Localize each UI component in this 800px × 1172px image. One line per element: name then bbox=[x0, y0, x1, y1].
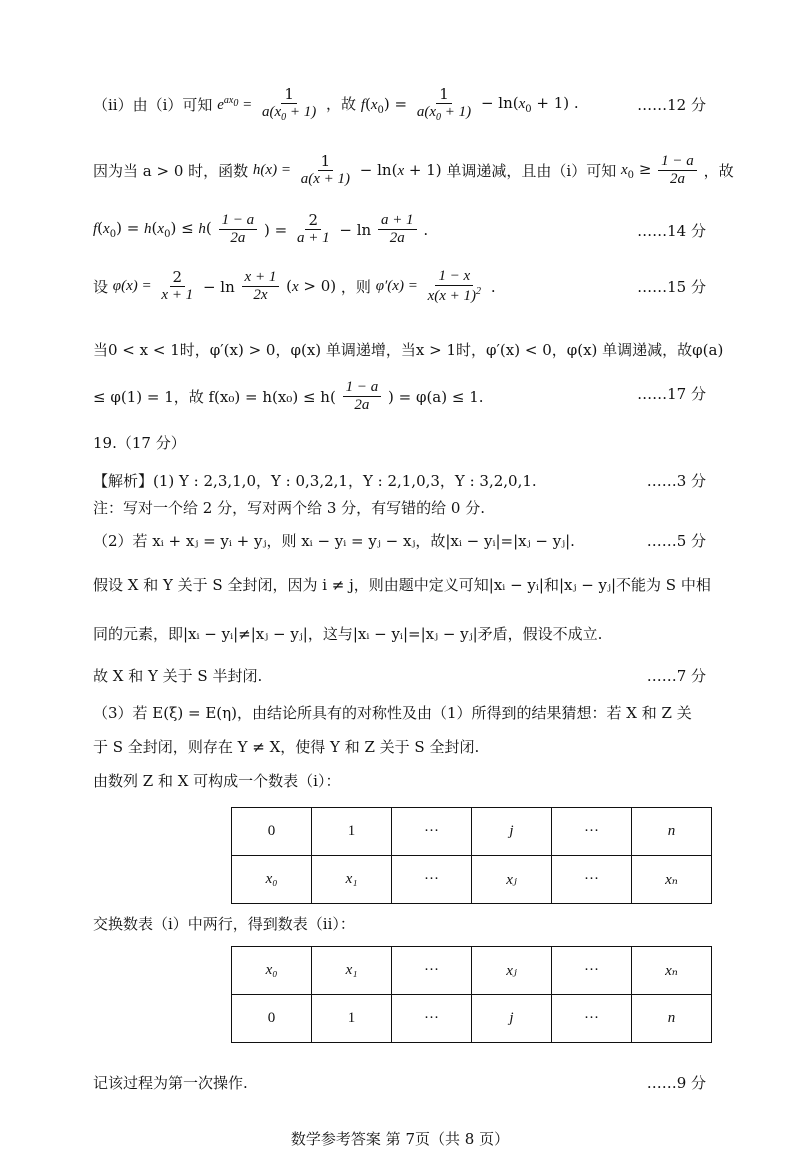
table-cell: j bbox=[472, 808, 552, 856]
table-ii bbox=[231, 946, 712, 1043]
line4-mid: ，则 bbox=[340, 278, 371, 297]
solution-10: 记该过程为第一次操作. bbox=[93, 1074, 248, 1092]
fraction-2: $\frac{1}{a(x_0 + 1)}$ bbox=[416, 85, 472, 124]
table-cell: ··· bbox=[552, 995, 632, 1043]
line-h-function: 因为当 a > 0 时，函数 h(x) = $\frac{1}{a(x + 1)}$ − ln(x + 1) 单调递减，且由（i）可知 $x_0$ ≥ $\frac{1 - a}{2a}$ ，故 bbox=[93, 152, 734, 188]
line2-mid: 单调递减，且由（i）可知 bbox=[446, 162, 617, 181]
table-cell: ··· bbox=[392, 808, 472, 856]
table-cell: n bbox=[632, 808, 712, 856]
fraction-3: $\frac{1}{a(x + 1)}$ bbox=[300, 152, 351, 188]
solution-8: 由数列 Z 和 X 可构成一个数表（i）： bbox=[93, 772, 341, 790]
score-15: ……15 分 bbox=[637, 278, 706, 296]
table-cell: xₙ bbox=[632, 947, 712, 995]
table-cell: xⱼ bbox=[472, 856, 552, 904]
table-cell: 0 bbox=[232, 808, 312, 856]
table-cell: 1 bbox=[312, 808, 392, 856]
line-ii: （ii）由（i）可知 $e^{ax_0}$ = $\frac{1}{a(x_0 + 1)}$ ，故 $f(x_0)$ = $\frac{1}{a(x_0 + 1)}$ − $\ln(x_0 + 1)$ . bbox=[93, 85, 579, 124]
score-9: ……9 分 bbox=[646, 1074, 706, 1092]
table-cell: x₁ bbox=[312, 947, 392, 995]
solution-7: 于 S 全封闭，则存在 Y ≠ X，使得 Y 和 Z 关于 S 全封闭. bbox=[93, 738, 480, 756]
solution-1: 【解析】(1) Y : 2,3,1,0，Y : 0,3,2,1，Y : 2,1,0,3，Y : 3,2,0,1. bbox=[93, 472, 537, 490]
score-17: ……17 分 bbox=[637, 385, 706, 403]
table-cell: xₙ bbox=[632, 856, 712, 904]
question-19-title: 19.（17 分） bbox=[93, 434, 186, 452]
table-row bbox=[232, 995, 712, 1043]
line-monotonic: 当0 < x < 1时，φ′(x) > 0，φ(x) 单调递增，当x > 1时，φ′(x) < 0，φ(x) 单调递减，故φ(a) bbox=[93, 341, 724, 359]
solution-6: （3）若 E(ξ) = E(η)，由结论所具有的对称性及由（1）所得到的结果猜想：若 X 和 Z 关 bbox=[93, 704, 692, 722]
fraction-1: $\frac{1}{a(x_0 + 1)}$ bbox=[261, 85, 317, 124]
line2-suffix: ，故 bbox=[703, 162, 734, 181]
table-cell: ··· bbox=[552, 808, 632, 856]
table-cell: j bbox=[472, 995, 552, 1043]
line2-prefix: 因为当 a > 0 时，函数 bbox=[93, 162, 249, 181]
formula-exp: $e^{ax_0}$ = bbox=[217, 95, 253, 114]
page-footer: 数学参考答案 第 7页（共 8 页） bbox=[290, 1130, 510, 1148]
table-cell: x₁ bbox=[312, 856, 392, 904]
line6-b: ) = φ(a) ≤ 1. bbox=[387, 387, 484, 406]
solution-5: 故 X 和 Y 关于 S 半封闭. bbox=[93, 667, 263, 685]
table-row bbox=[232, 808, 712, 856]
table-row bbox=[232, 947, 712, 995]
solution-4: 同的元素，即|xᵢ − yᵢ|≠|xⱼ − yⱼ|，这与|xᵢ − yᵢ|=|xⱼ − yⱼ|矛盾，假设不成立. bbox=[93, 625, 603, 643]
line-f-x0: $f(x_0) = h(x_0) \le h$( $\frac{1 - a}{2a}$ ) = $\frac{2}{a + 1}$ − ln $\frac{a + 1}{2a}$ . bbox=[93, 211, 429, 247]
score-14: ……14 分 bbox=[637, 222, 706, 240]
table-cell: 0 bbox=[232, 995, 312, 1043]
line-phi: 设 φ(x) = $\frac{2}{x + 1}$ − ln $\frac{x + 1}{2x}$ (x > 0) ，则 φ′(x) = $\frac{1 - x}{x(x + 1)^2}$ . bbox=[93, 268, 496, 305]
line-ii-prefix: （ii）由（i）可知 bbox=[93, 96, 213, 115]
note: 注：写对一个给 2 分，写对两个给 3 分，有写错的给 0 分. bbox=[93, 499, 486, 517]
score-7: ……7 分 bbox=[646, 667, 706, 685]
solution-9: 交换数表（i）中两行，得到数表（ii）： bbox=[93, 915, 355, 933]
table-cell: ··· bbox=[552, 856, 632, 904]
fraction-4: $\frac{1 - a}{2a}$ bbox=[658, 153, 697, 189]
score-12: ……12 分 bbox=[637, 96, 706, 114]
line-conclusion: ≤ φ(1) = 1，故 f(x₀) = h(x₀) ≤ h( $\frac{1 - a}{2a}$ ) = φ(a) ≤ 1. bbox=[93, 379, 484, 414]
table-cell: n bbox=[632, 995, 712, 1043]
table-cell: x₀ bbox=[232, 856, 312, 904]
solution-3: 假设 X 和 Y 关于 S 全封闭，因为 i ≠ j，则由题中定义可知|xᵢ − yᵢ|和|xⱼ − yⱼ|不能为 S 中相 bbox=[93, 576, 711, 594]
line6-a: ≤ φ(1) = 1，故 f(x₀) = h(x₀) ≤ h( bbox=[93, 388, 336, 407]
score-5: ……5 分 bbox=[646, 532, 706, 550]
solution-2: （2）若 xᵢ + xⱼ = yᵢ + yⱼ，则 xᵢ − yᵢ = yⱼ − xⱼ，故|xᵢ − yᵢ|=|xⱼ − yⱼ|. bbox=[93, 532, 575, 550]
table-cell: 1 bbox=[312, 995, 392, 1043]
table-row bbox=[232, 856, 712, 904]
table-cell: ··· bbox=[552, 947, 632, 995]
score-3: ……3 分 bbox=[646, 472, 706, 490]
line4-prefix: 设 bbox=[93, 278, 109, 297]
table-cell: x₀ bbox=[232, 947, 312, 995]
table-cell: ··· bbox=[392, 856, 472, 904]
table-cell: xⱼ bbox=[472, 947, 552, 995]
table-cell: ··· bbox=[392, 947, 472, 995]
table-cell: ··· bbox=[392, 995, 472, 1043]
table-i bbox=[231, 807, 712, 904]
